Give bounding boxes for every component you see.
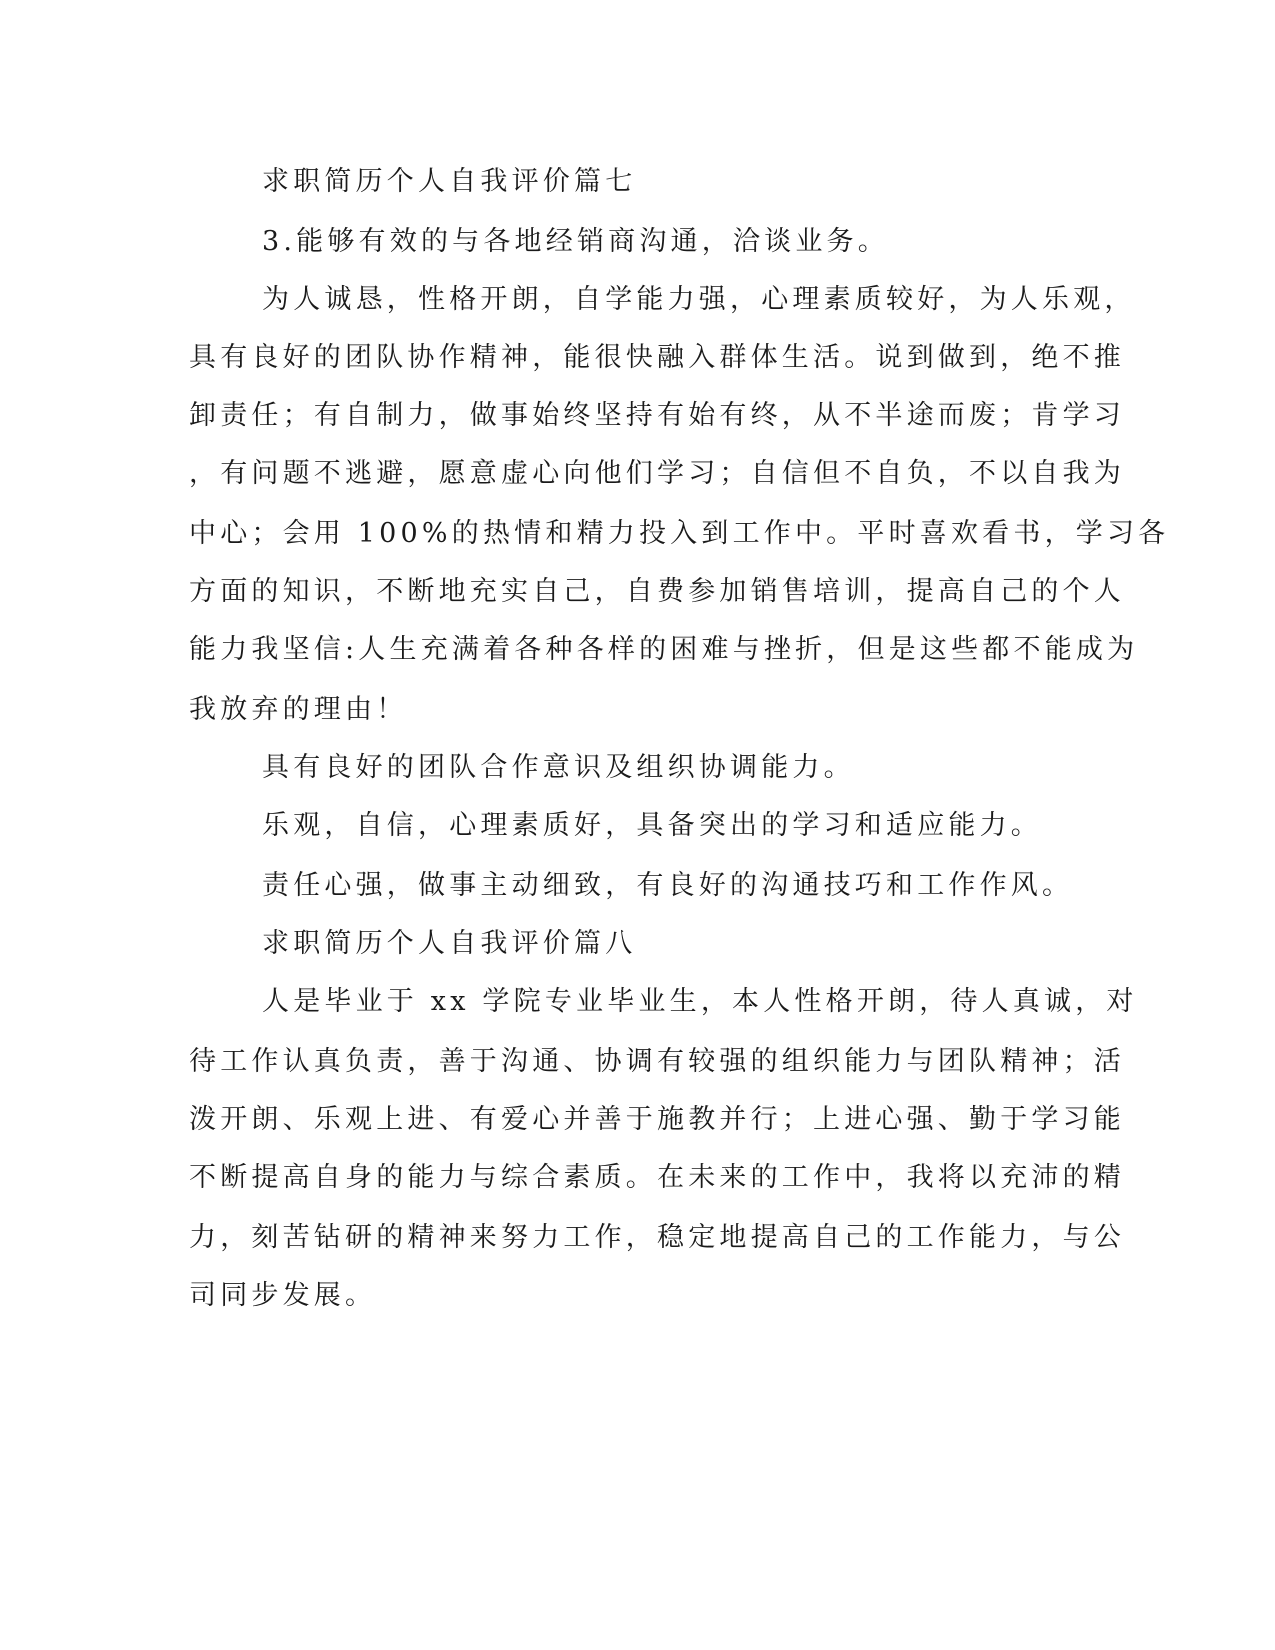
paragraph-line: 方面的知识，不断地充实自己，自费参加销售培训，提高自己的个人 [189, 576, 1125, 607]
paragraph-line: 具有良好的团队合作意识及组织协调能力。 [262, 752, 855, 783]
paragraph-line: 待工作认真负责，善于沟通、协调有较强的组织能力与团队精神；活 [189, 1046, 1125, 1077]
section-heading-8: 求职简历个人自我评价篇八 [262, 928, 637, 959]
paragraph-line: ，有问题不逃避，愿意虚心向他们学习；自信但不自负，不以自我为 [189, 458, 1125, 489]
paragraph-line: 泼开朗、乐观上进、有爱心并善于施教并行；上进心强、勤于学习能 [189, 1104, 1125, 1135]
paragraph-line: 3.能够有效的与各地经销商沟通，洽谈业务。 [262, 226, 889, 257]
paragraph-line: 卸责任；有自制力，做事始终坚持有始有终，从不半途而废；肯学习 [189, 400, 1125, 431]
paragraph-line: 中心；会用 100%的热情和精力投入到工作中。平时喜欢看书，学习各 [189, 518, 1170, 549]
paragraph-line: 力，刻苦钻研的精神来努力工作，稳定地提高自己的工作能力，与公 [189, 1222, 1125, 1253]
paragraph-line: 不断提高自身的能力与综合素质。在未来的工作中，我将以充沛的精 [189, 1162, 1125, 1193]
paragraph-line: 能力我坚信:人生充满着各种各样的困难与挫折，但是这些都不能成为 [189, 634, 1139, 665]
paragraph-line: 责任心强，做事主动细致，有良好的沟通技巧和工作作风。 [262, 870, 1074, 901]
paragraph-line: 司同步发展。 [189, 1280, 377, 1311]
paragraph-line: 乐观，自信，心理素质好，具备突出的学习和适应能力。 [262, 810, 1042, 841]
paragraph-line: 人是毕业于 xx 学院专业毕业生，本人性格开朗，待人真诚，对 [262, 986, 1138, 1017]
paragraph-line: 具有良好的团队协作精神，能很快融入群体生活。说到做到，绝不推 [189, 342, 1125, 373]
section-heading-7: 求职简历个人自我评价篇七 [262, 166, 637, 197]
paragraph-line: 为人诚恳，性格开朗，自学能力强，心理素质较好，为人乐观， [262, 284, 1136, 315]
paragraph-line: 我放弃的理由！ [189, 694, 408, 725]
